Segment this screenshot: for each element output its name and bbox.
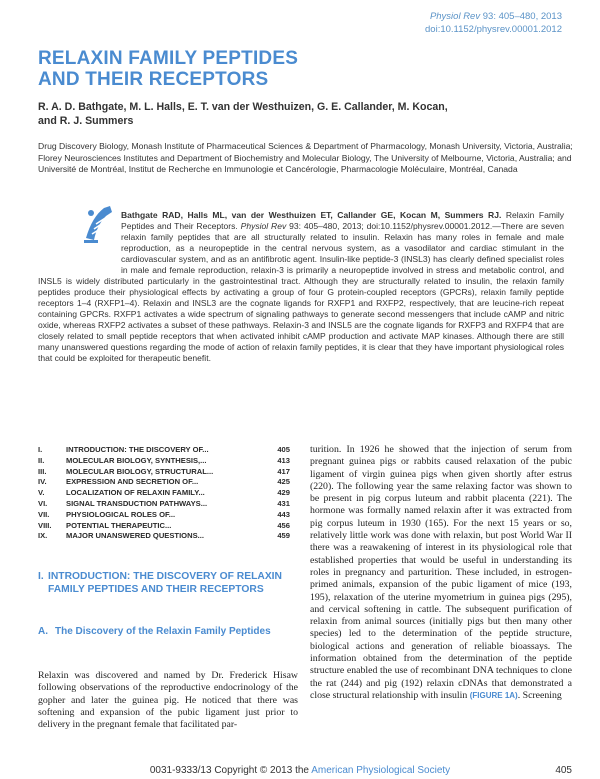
authors-line-2: and R. J. Summers <box>38 115 134 127</box>
toc-entry[interactable] <box>38 499 292 510</box>
toc-entry-page: 443 <box>277 509 290 519</box>
toc-entry-number: VIII. <box>38 520 52 530</box>
toc-entry-page: 417 <box>277 466 290 476</box>
abstract-text: 93: 405–480, 2013; doi:10.1152/physrev.00001.2012.—There are seven relaxin family peptides that are all structurally related to insulin. Relaxin has many roles in female and male reproduction, as a neuropeptide in the central nervous system, as a vasodilator and cardiac stimulant in the cardiovascular system, and as an antifibrotic agent. Insulin-like peptide-3 (INSL3) has clearly defined specialist roles in male and female reproduction, relaxin-3 is primarily a neuropeptide involved in stress and metabolic control, and INSL5 is widely distributed particularly in the gastrointestinal tract. Although they are structurally related to insulin, the relaxin family peptides produce their physiological effects by activating a group of four G protein-coupled receptors (GPCRs), relaxin family peptide receptors 1–4 (RXFP1–4). Relaxin and INSL3 are the cognate ligands for RXFP1 and RXFP2, respectively, that are leucine-rich repeat containing GPCRs. RXFP1 activates a wide spectrum of signaling pathways to generate second messengers that include cAMP and nitric oxide, whereas RXFP2 activates a subset of these pathways. Relaxin-3 and INSL5 are the cognate ligands for RXFP3 and RXFP4 that are closely related to small peptide receptors that when activated inhibit cAMP production and activate MAP kinases. Although there are still many unanswered questions regarding the mode of action of relaxin family peptides, it is clear that they have important physiological roles that could be exploited for therapeutic benefit. <box>38 221 564 363</box>
toc-entry[interactable] <box>38 531 292 542</box>
toc-entry-title: MOLECULAR BIOLOGY, SYNTHESIS,... <box>66 455 207 465</box>
toc-entry[interactable] <box>38 467 292 478</box>
toc-entry-number: VI. <box>38 498 48 508</box>
toc-entry-title: LOCALIZATION OF RELAXIN FAMILY... <box>66 488 205 498</box>
citation-authors: Bathgate RAD, Halls ML, van der Westhuizen ET, Callander GE, Kocan M, Summers RJ. <box>121 210 502 220</box>
toc-entry-number: I. <box>38 445 43 454</box>
citation-journal: Physiol Rev <box>240 221 287 231</box>
toc-entry-number: VII. <box>38 509 50 519</box>
toc-entry-page: 405 <box>277 445 290 454</box>
page-number: 405 <box>555 765 572 776</box>
toc-entry-title: SIGNAL TRANSDUCTION PATHWAYS... <box>66 498 208 508</box>
journal-doi: doi:10.1152/physrev.00001.2012 <box>425 24 562 35</box>
page-footer <box>0 765 600 779</box>
society-name: American Physiological Society <box>311 765 451 776</box>
journal-header <box>425 10 562 36</box>
authors-line-1: R. A. D. Bathgate, M. L. Halls, E. T. van der Westhuizen, G. E. Callander, M. Kocan, <box>38 101 448 113</box>
abstract <box>38 210 564 364</box>
body-right-text: turition. In 1926 he showed that the injection of serum from pregnant guinea pigs or rabbits caused relaxation of the pubic ligament of virgin guinea pigs when given shortly after estrus (220). The following year the same relaxing factor was shown to be present in pig corpus luteum and rabbit placenta (221). The hormone was formally named relaxin after it was extracted from pig corpus luteum in 1930 (165). For the next 15 years or so, relatively little work was done with relaxin, but post World War II there was a reawakening of interest in its physiological role that established properties that would be useful in understanding its roles in pregnancy and parturition. These included, in estrogen-primed animals, expansion of the pubic ligament of mice (193, 195), relaxation of the uterine myometrium in guinea pigs (295), and cervical softening in cattle. The subsequent purification of relaxin from animal sources (initially pigs but then many other species) led to the determination of the peptide structure, biological actions and generation of reliable bioassays. The information obtained from the determination of the peptide structure enabled the use of recombinant DNA techniques to clone the rat (244) and pig (192) relaxin cDNAs that demonstrated a close structural relationship with insulin <box>310 444 572 701</box>
section-heading <box>38 571 300 596</box>
toc-entry[interactable] <box>38 477 292 488</box>
article-title <box>38 48 558 90</box>
toc-entry[interactable] <box>38 510 292 521</box>
citation-title: Relaxin Family Peptides and Their Receptors. <box>121 210 565 231</box>
subsection-number: A. <box>38 626 48 637</box>
affiliation: Drug Discovery Biology, Monash Institute of Pharmaceutical Sciences & Department of Pharmacology, Monash University, Victoria, Australia; Florey Neurosciences Institutes and Department of Biochemistry and Molecular Biology, The University of Melbourne, Victoria, Australia; and Université de Montréal, Institut de Recherche en Immunologie et Cancérologie, Pharmacologie Moléculaire, Montréal, Canada <box>38 141 573 174</box>
toc-entry-number: III. <box>38 466 47 476</box>
section-number: I. <box>38 571 44 582</box>
table-of-contents <box>38 445 292 542</box>
section-title: INTRODUCTION: THE DISCOVERY OF RELAXIN FAMILY PEPTIDES AND THEIR RECEPTORS <box>48 571 282 595</box>
copyright: 0031-9333/13 Copyright © 2013 the <box>149 765 312 776</box>
toc-entry-title: PHYSIOLOGICAL ROLES OF... <box>66 509 176 519</box>
toc-entry-number: II. <box>38 455 45 465</box>
toc-entry-number: IV. <box>38 477 47 487</box>
toc-entry-title: INTRODUCTION: THE DISCOVERY OF... <box>66 445 209 454</box>
title-line-2: AND THEIR RECEPTORS <box>38 69 269 90</box>
toc-entry-title: MOLECULAR BIOLOGY, STRUCTURAL... <box>66 466 214 476</box>
body-text-left: Relaxin was discovered and named by Dr. Frederick Hisaw following observations of the reproductive endocrinology of the gopher and later the guinea pig. He noticed that there was softening and expansion of the pubic ligament just prior to delivery in the pregnant female that facilitated par- <box>38 670 298 731</box>
toc-entry[interactable] <box>38 521 292 532</box>
figure-1a-link[interactable]: (FIGURE 1A) <box>469 690 518 700</box>
toc-entry-title: MAJOR UNANSWERED QUESTIONS... <box>66 531 204 541</box>
toc-entry[interactable] <box>38 488 292 499</box>
journal-name: Physiol Rev <box>429 11 481 22</box>
toc-entry-number: IX. <box>38 531 48 541</box>
subsection-title: The Discovery of the Relaxin Family Peptides <box>55 626 271 637</box>
subsection-heading <box>38 626 300 639</box>
journal-volume: 93: 405–480, 2013 <box>482 11 562 22</box>
toc-entry-page: 425 <box>277 477 290 487</box>
toc-entry-number: V. <box>38 488 45 498</box>
toc-entry-title: POTENTIAL THERAPEUTIC... <box>66 520 172 530</box>
toc-entry[interactable] <box>38 445 292 456</box>
toc-entry-title: EXPRESSION AND SECRETION OF... <box>66 477 199 487</box>
author-list <box>38 100 568 128</box>
body-right-tail: . Screening <box>517 689 562 701</box>
toc-entry-page: 431 <box>277 498 290 508</box>
body-text-right <box>310 444 572 702</box>
toc-entry-page: 456 <box>277 520 290 530</box>
toc-entry-page: 413 <box>277 455 290 465</box>
toc-entry[interactable] <box>38 456 292 467</box>
toc-entry-page: 429 <box>277 488 290 498</box>
toc-entry-page: 459 <box>277 531 290 541</box>
title-line-1: RELAXIN FAMILY PEPTIDES <box>38 48 299 69</box>
